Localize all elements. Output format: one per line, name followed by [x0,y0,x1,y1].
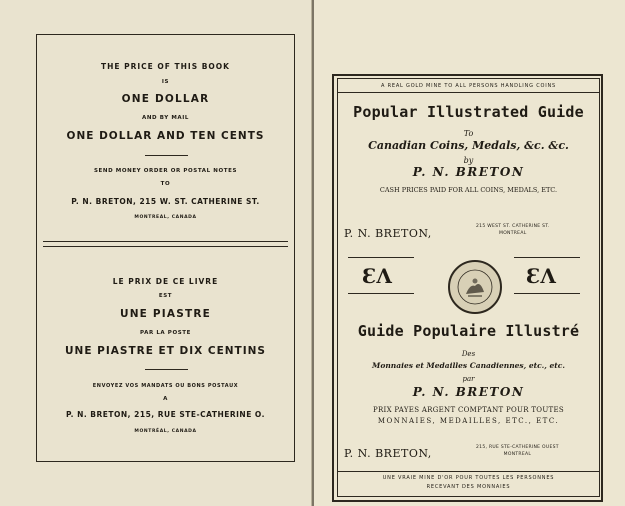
breton-en: P. N. BRETON, [344,227,432,240]
en-address: P. N. BRETON, 215 W. ST. CATHERINE ST. [71,197,260,206]
bottom-banner-2: RECEVANT DES MONNAIES [426,484,511,490]
title-fr: Guide Populaire Illustré [357,322,580,340]
bottom-banner-1: UNE VRAIE MINE D'OR POUR TOUTES LES PERSONNES [382,475,555,481]
en-price-line1: THE PRICE OF THIS BOOK [100,62,230,71]
ornament-rule-right [514,257,580,258]
fr-city: MONTRÉAL, CANADA [134,429,197,434]
society-seal-icon [448,260,502,314]
ornament-left-icon: ƐɅ [362,264,392,288]
en-price-line5: ONE DOLLAR AND TEN CENTS [66,130,265,142]
address-fr [476,444,559,458]
title-en: Popular Illustrated Guide [353,103,584,121]
ornament-right-icon: ƐɅ [526,264,556,288]
seal-text-bottom [450,262,451,263]
address-en [476,223,550,237]
to-label: To [463,129,474,138]
ornament-rule-left [348,257,414,258]
by-label: by [463,156,474,165]
fr-price-line4: PAR LA POSTE [140,330,191,336]
price-notice-frame [36,34,295,462]
author-fr: P. N. BRETON [412,385,525,399]
ornament-rule-right-bottom [514,293,580,294]
fr-note2: A [163,396,168,402]
fr-address: P. N. BRETON, 215, RUE STE-CATHERINE O. [65,410,265,419]
fr-price-line5: UNE PIASTRE ET DIX CENTINS [65,345,266,357]
fr-price-line2: EST [158,293,173,299]
seal-emblem-icon [450,262,500,312]
cash-line: CASH PRICES PAID FOR ALL COINS, MEDALS, ETC. [379,186,558,194]
en-price-line3: ONE DOLLAR [121,93,210,105]
divider [145,155,188,156]
en-note1: SEND MONEY ORDER OR POSTAL NOTES [93,168,238,174]
en-price-line4: AND BY MAIL [141,115,189,121]
des-label: Des [461,350,476,358]
en-city: MONTREAL, CANADA [134,215,197,220]
banner-rule [338,92,599,93]
top-banner: A REAL GOLD MINE TO ALL PERSONS HANDLING COINS [380,83,557,89]
bottom-rule [338,471,599,472]
address-en-street: 215 WEST ST. CATHERINE ST. [476,224,550,229]
left-page [0,0,312,506]
divider [145,369,188,370]
subtitle-en: Canadian Coins, Medals, &c. &c. [368,139,569,152]
en-price-line2: IS [161,79,170,85]
fr-price-line1: LE PRIX DE CE LIVRE [112,277,219,286]
author-en: P. N. BRETON [412,165,525,179]
title-page-inner-frame [337,78,600,497]
fr-price-line3: UNE PIASTRE [119,308,212,320]
double-divider [43,241,288,247]
ornament-rule-left-bottom [348,293,414,294]
address-fr-city: MONTREAL [503,452,532,457]
address-en-city: MONTREAL [499,231,527,236]
prix-line2: MONNAIES, MEDAILLES, ETC., ETC. [377,417,560,425]
right-page [314,0,625,506]
en-note2: TO [160,181,171,187]
subtitle-fr: Monnaies et Medailles Canadiennes, etc., etc. [372,361,565,370]
address-fr-street: 215, RUE STE-CATHERINE OUEST [476,445,559,450]
prix-line1: PRIX PAYES ARGENT COMPTANT POUR TOUTES [372,406,565,414]
fr-note1: ENVOYEZ VOS MANDATS OU BONS POSTAUX [92,383,239,389]
par-label: par [462,375,475,383]
breton-fr: P. N. BRETON, [344,447,432,460]
